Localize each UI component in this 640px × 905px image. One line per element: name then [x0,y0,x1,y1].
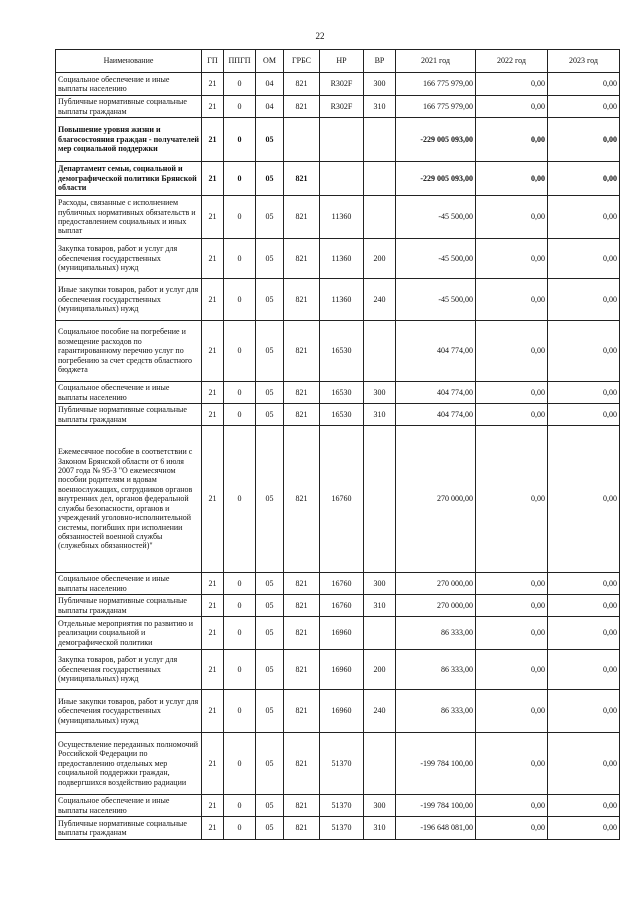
cell-name: Закупка товаров, работ и услуг для обеспечения государственных (муниципальных) нужд [56,650,202,690]
cell-2022: 0,00 [476,162,548,196]
cell-grbs: 821 [284,404,320,426]
cell-2022: 0,00 [476,426,548,573]
cell-om: 05 [256,118,284,162]
cell-vr [364,321,396,382]
table-row [56,321,620,382]
cell-2022: 0,00 [476,382,548,404]
cell-2021: -229 005 093,00 [396,118,476,162]
cell-2023: 0,00 [548,279,620,321]
cell-vr [364,733,396,795]
cell-2023: 0,00 [548,733,620,795]
cell-nr: 16530 [320,382,364,404]
table-row [56,382,620,404]
cell-gp: 21 [202,404,224,426]
cell-2022: 0,00 [476,279,548,321]
cell-grbs: 821 [284,196,320,239]
cell-2023: 0,00 [548,795,620,817]
cell-2021: 86 333,00 [396,690,476,733]
cell-2023: 0,00 [548,162,620,196]
column-header-grbs: ГРБС [284,50,320,73]
cell-2023: 0,00 [548,690,620,733]
cell-ppgp: 0 [224,239,256,279]
cell-2022: 0,00 [476,733,548,795]
column-header-2022: 2022 год [476,50,548,73]
cell-nr: R302F [320,96,364,118]
cell-grbs: 821 [284,279,320,321]
cell-name: Социальное обеспечение и иные выплаты населению [56,795,202,817]
cell-name: Департамент семьи, социальной и демографической политики Брянской области [56,162,202,196]
table-row [56,162,620,196]
cell-om: 05 [256,321,284,382]
cell-ppgp: 0 [224,426,256,573]
cell-grbs: 821 [284,690,320,733]
cell-grbs: 821 [284,162,320,196]
cell-vr [364,162,396,196]
cell-gp: 21 [202,279,224,321]
cell-2023: 0,00 [548,617,620,650]
cell-2021: 404 774,00 [396,404,476,426]
cell-grbs: 821 [284,817,320,840]
cell-ppgp: 0 [224,795,256,817]
cell-2021: -45 500,00 [396,239,476,279]
cell-2021: 270 000,00 [396,426,476,573]
cell-ppgp: 0 [224,196,256,239]
cell-gp: 21 [202,573,224,595]
cell-vr: 200 [364,650,396,690]
cell-gp: 21 [202,196,224,239]
cell-2021: -229 005 093,00 [396,162,476,196]
cell-grbs: 821 [284,239,320,279]
cell-ppgp: 0 [224,733,256,795]
cell-ppgp: 0 [224,817,256,840]
column-header-2023: 2023 год [548,50,620,73]
cell-2022: 0,00 [476,595,548,617]
cell-2023: 0,00 [548,118,620,162]
cell-grbs [284,118,320,162]
cell-name: Отдельные мероприятия по развитию и реализации социальной и демографической политики [56,617,202,650]
cell-om: 05 [256,239,284,279]
column-header-om: ОМ [256,50,284,73]
cell-2021: -199 784 100,00 [396,733,476,795]
cell-ppgp: 0 [224,617,256,650]
cell-grbs: 821 [284,96,320,118]
table-row [56,817,620,840]
cell-2021: 270 000,00 [396,595,476,617]
cell-om: 05 [256,279,284,321]
cell-vr [364,426,396,573]
cell-gp: 21 [202,96,224,118]
table-row [56,196,620,239]
cell-name: Публичные нормативные социальные выплаты гражданам [56,595,202,617]
table-row [56,690,620,733]
cell-nr: 51370 [320,795,364,817]
cell-om: 05 [256,795,284,817]
cell-name: Ежемесячное пособие в соответствии с Законом Брянской области от 6 июля 2007 года № 95-З "О ежемесячном пособии родителям и вдовам военнослужащих, сотрудников органов внутренних дел, органов федеральной службы безопасности, органов и учреждений уголовно-исполнительной системы, погибших при исполнении обязанностей военной службы (служебных обязанностей)" [56,426,202,573]
cell-om: 04 [256,73,284,96]
cell-2021: 166 775 979,00 [396,73,476,96]
cell-2023: 0,00 [548,382,620,404]
cell-nr: R302F [320,73,364,96]
table-body [56,73,620,840]
cell-grbs: 821 [284,795,320,817]
page-number: 22 [315,31,325,41]
cell-ppgp: 0 [224,162,256,196]
cell-vr: 300 [364,382,396,404]
cell-2023: 0,00 [548,650,620,690]
cell-vr: 310 [364,404,396,426]
cell-grbs: 821 [284,321,320,382]
cell-grbs: 821 [284,617,320,650]
cell-gp: 21 [202,595,224,617]
cell-vr: 240 [364,690,396,733]
cell-ppgp: 0 [224,573,256,595]
cell-nr: 11360 [320,279,364,321]
cell-nr: 16530 [320,321,364,382]
cell-gp: 21 [202,321,224,382]
cell-name: Социальное пособие на погребение и возмещение расходов по гарантированному перечню услуг по погребению за счет средств областного бюджета [56,321,202,382]
cell-2023: 0,00 [548,573,620,595]
cell-2023: 0,00 [548,817,620,840]
cell-2022: 0,00 [476,96,548,118]
table-row [56,73,620,96]
table-header-row [56,50,620,73]
table-row [56,617,620,650]
cell-name: Расходы, связанные с исполнением публичных нормативных обязательств и предоставлением социальных и иных выплат [56,196,202,239]
cell-gp: 21 [202,382,224,404]
cell-name: Публичные нормативные социальные выплаты гражданам [56,96,202,118]
cell-2022: 0,00 [476,196,548,239]
cell-nr [320,162,364,196]
column-header-nr: НР [320,50,364,73]
cell-vr [364,196,396,239]
cell-om: 04 [256,96,284,118]
cell-2022: 0,00 [476,690,548,733]
cell-nr: 11360 [320,196,364,239]
cell-gp: 21 [202,118,224,162]
cell-ppgp: 0 [224,279,256,321]
table-row [56,795,620,817]
cell-om: 05 [256,595,284,617]
cell-name: Осуществление переданных полномочий Российской Федерации по предоставлению отдельных мер социальной поддержки граждан, подвергшихся воздействию радиации [56,733,202,795]
cell-om: 05 [256,617,284,650]
cell-2021: -199 784 100,00 [396,795,476,817]
cell-grbs: 821 [284,733,320,795]
cell-ppgp: 0 [224,321,256,382]
cell-2022: 0,00 [476,73,548,96]
cell-2021: -196 648 081,00 [396,817,476,840]
column-header-ppgp: ППГП [224,50,256,73]
cell-2021: 404 774,00 [396,321,476,382]
cell-nr: 11360 [320,239,364,279]
cell-om: 05 [256,733,284,795]
cell-2021: 404 774,00 [396,382,476,404]
cell-nr: 16960 [320,690,364,733]
cell-om: 05 [256,426,284,573]
cell-2022: 0,00 [476,404,548,426]
cell-2022: 0,00 [476,650,548,690]
cell-2022: 0,00 [476,118,548,162]
cell-vr: 310 [364,96,396,118]
cell-ppgp: 0 [224,382,256,404]
cell-nr: 16530 [320,404,364,426]
cell-vr: 200 [364,239,396,279]
cell-ppgp: 0 [224,595,256,617]
cell-grbs: 821 [284,573,320,595]
budget-table [55,49,620,840]
cell-2022: 0,00 [476,817,548,840]
table-row [56,279,620,321]
cell-om: 05 [256,382,284,404]
cell-2023: 0,00 [548,239,620,279]
cell-ppgp: 0 [224,118,256,162]
table-row [56,118,620,162]
cell-om: 05 [256,404,284,426]
cell-gp: 21 [202,617,224,650]
cell-gp: 21 [202,162,224,196]
cell-2023: 0,00 [548,404,620,426]
cell-om: 05 [256,162,284,196]
column-header-vr: ВР [364,50,396,73]
cell-gp: 21 [202,426,224,573]
cell-nr: 51370 [320,733,364,795]
cell-name: Иные закупки товаров, работ и услуг для обеспечения государственных (муниципальных) нужд [56,279,202,321]
cell-2023: 0,00 [548,73,620,96]
cell-vr: 300 [364,573,396,595]
cell-2022: 0,00 [476,617,548,650]
table-row [56,239,620,279]
cell-2021: -45 500,00 [396,279,476,321]
cell-grbs: 821 [284,426,320,573]
column-header-name: Наименование [56,50,202,73]
cell-vr: 240 [364,279,396,321]
cell-2022: 0,00 [476,795,548,817]
cell-grbs: 821 [284,382,320,404]
cell-name: Публичные нормативные социальные выплаты гражданам [56,404,202,426]
column-header-2021: 2021 год [396,50,476,73]
cell-2021: 166 775 979,00 [396,96,476,118]
cell-nr: 51370 [320,817,364,840]
table-row [56,733,620,795]
table-row [56,573,620,595]
cell-name: Иные закупки товаров, работ и услуг для обеспечения государственных (муниципальных) нужд [56,690,202,733]
column-header-gp: ГП [202,50,224,73]
cell-gp: 21 [202,650,224,690]
cell-name: Социальное обеспечение и иные выплаты населению [56,382,202,404]
cell-om: 05 [256,196,284,239]
cell-2023: 0,00 [548,96,620,118]
cell-gp: 21 [202,733,224,795]
cell-vr [364,118,396,162]
cell-gp: 21 [202,690,224,733]
cell-nr: 16760 [320,573,364,595]
cell-2021: 86 333,00 [396,650,476,690]
table-row [56,404,620,426]
cell-ppgp: 0 [224,96,256,118]
cell-nr [320,118,364,162]
cell-om: 05 [256,650,284,690]
cell-grbs: 821 [284,73,320,96]
cell-name: Социальное обеспечение и иные выплаты населению [56,573,202,595]
cell-2022: 0,00 [476,573,548,595]
cell-2023: 0,00 [548,196,620,239]
table-row [56,650,620,690]
cell-ppgp: 0 [224,690,256,733]
cell-ppgp: 0 [224,650,256,690]
cell-2021: -45 500,00 [396,196,476,239]
cell-vr [364,617,396,650]
cell-gp: 21 [202,817,224,840]
cell-ppgp: 0 [224,404,256,426]
cell-om: 05 [256,690,284,733]
cell-grbs: 821 [284,595,320,617]
cell-om: 05 [256,573,284,595]
cell-vr: 300 [364,73,396,96]
cell-2022: 0,00 [476,321,548,382]
table-row [56,426,620,573]
cell-gp: 21 [202,73,224,96]
cell-name: Социальное обеспечение и иные выплаты населению [56,73,202,96]
cell-ppgp: 0 [224,73,256,96]
cell-nr: 16760 [320,426,364,573]
cell-2023: 0,00 [548,321,620,382]
cell-grbs: 821 [284,650,320,690]
cell-name: Повышение уровня жизни и благосостояния граждан - получателей мер социальной поддержки [56,118,202,162]
cell-vr: 300 [364,795,396,817]
cell-vr: 310 [364,817,396,840]
cell-nr: 16960 [320,650,364,690]
cell-2022: 0,00 [476,239,548,279]
cell-2021: 270 000,00 [396,573,476,595]
cell-2021: 86 333,00 [396,617,476,650]
table-row [56,595,620,617]
cell-nr: 16760 [320,595,364,617]
cell-nr: 16960 [320,617,364,650]
table-row [56,96,620,118]
cell-vr: 310 [364,595,396,617]
cell-om: 05 [256,817,284,840]
cell-name: Закупка товаров, работ и услуг для обеспечения государственных (муниципальных) нужд [56,239,202,279]
cell-name: Публичные нормативные социальные выплаты гражданам [56,817,202,840]
cell-gp: 21 [202,795,224,817]
cell-gp: 21 [202,239,224,279]
cell-2023: 0,00 [548,426,620,573]
cell-2023: 0,00 [548,595,620,617]
